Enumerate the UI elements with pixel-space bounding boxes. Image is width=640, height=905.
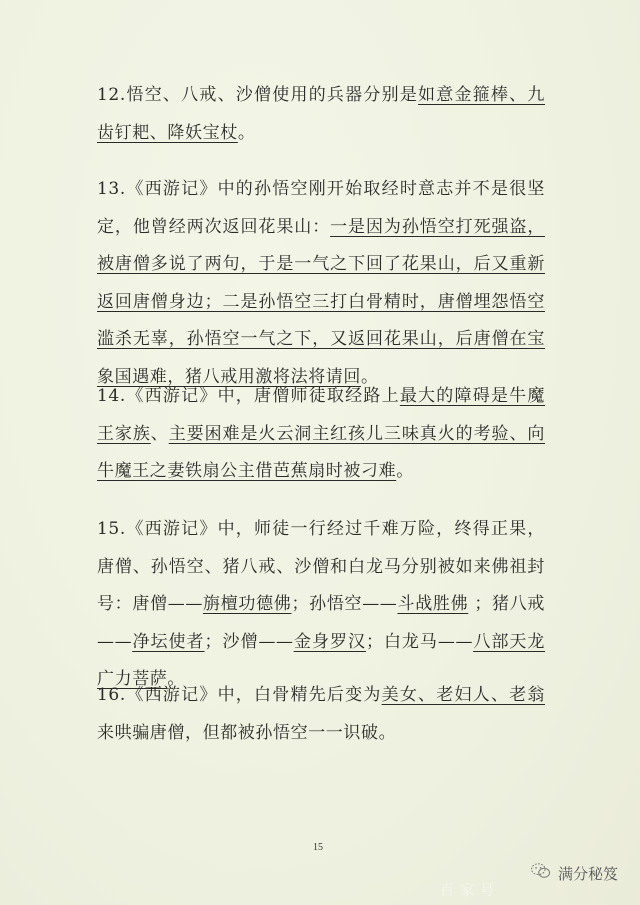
answer-underlined: 美女、老妇人、老翁	[381, 685, 545, 705]
question-13	[97, 171, 545, 396]
question-12	[97, 77, 545, 152]
text-segment: ；孙悟空——	[291, 594, 398, 614]
question-number: 14.	[97, 386, 126, 406]
text-segment: 悟空、八戒、沙僧使用的兵器分别是	[125, 85, 419, 105]
page-number: 15	[313, 842, 323, 853]
watermark-label: 满分秘笈	[558, 864, 619, 883]
text-segment: 。	[237, 122, 256, 143]
answer-underlined: 如意金箍棒、九齿钉耙、降妖宝杖	[97, 85, 545, 143]
question-number: 16.	[97, 685, 126, 705]
text-segment: ；沙僧——	[204, 631, 294, 652]
text-segment: ；白龙马——	[365, 631, 474, 652]
text-segment: 《西游记》中，唐僧师徒取经路上	[125, 386, 400, 406]
question-number: 15.	[97, 519, 126, 539]
text-segment: 。	[167, 669, 186, 689]
question-14	[97, 378, 545, 491]
answer-underlined: 金身罗汉	[293, 631, 366, 652]
question-16	[97, 677, 545, 752]
answer-underlined: 一是因为孙悟空打死强盗，被唐僧多说了两句，于是一气之下回了花果山，后又重新返回唐僧身边；二是孙悟空三打白骨精时，唐僧埋怨悟空滥杀无辜，孙悟空一气之下，又返回花果山，后唐僧在宝象国遇难，猪八戒用激将法将请回	[97, 216, 545, 387]
answer-underlined: 主要困难是火云洞主红孩儿三味真火的考验、向牛魔王之妻铁扇公主借芭蕉扇时被刁难	[97, 423, 545, 481]
question-number: 13.	[97, 179, 126, 199]
text-segment: 来哄骗唐僧，但都被孙悟空一一识破。	[97, 722, 397, 743]
wechat-icon	[530, 862, 552, 884]
text-segment: ；猪八戒——	[97, 594, 545, 652]
watermark	[530, 862, 618, 884]
answer-underlined: 八部天龙广力菩萨	[97, 631, 546, 689]
text-segment: 。	[361, 366, 379, 387]
text-segment: 。	[396, 461, 414, 481]
question-number: 12.	[97, 85, 126, 105]
answer-underlined: 净坛使者	[132, 631, 205, 652]
text-segment: 《西游记》中，白骨精先后变为	[125, 685, 382, 705]
watermark-faint-text: 百家号	[440, 883, 500, 899]
text-segment: 《西游记》中的孙悟空刚开始取经时意志并不是很坚定，他曾经两次返回花果山：	[97, 179, 545, 237]
answer-underlined: 斗战胜佛	[397, 594, 469, 614]
answer-underlined: 旃檀功德佛	[202, 594, 292, 614]
text-segment: 《西游记》中，师徒一行经过千难万险，终得正果，唐僧、孙悟空、猪八戒、沙僧和白龙马分别被如来佛祖封号：唐僧——	[97, 519, 545, 614]
question-15	[97, 511, 545, 699]
answer-underlined: 最大的障碍是牛魔王家族	[97, 386, 545, 444]
text-segment: 、	[150, 423, 169, 444]
